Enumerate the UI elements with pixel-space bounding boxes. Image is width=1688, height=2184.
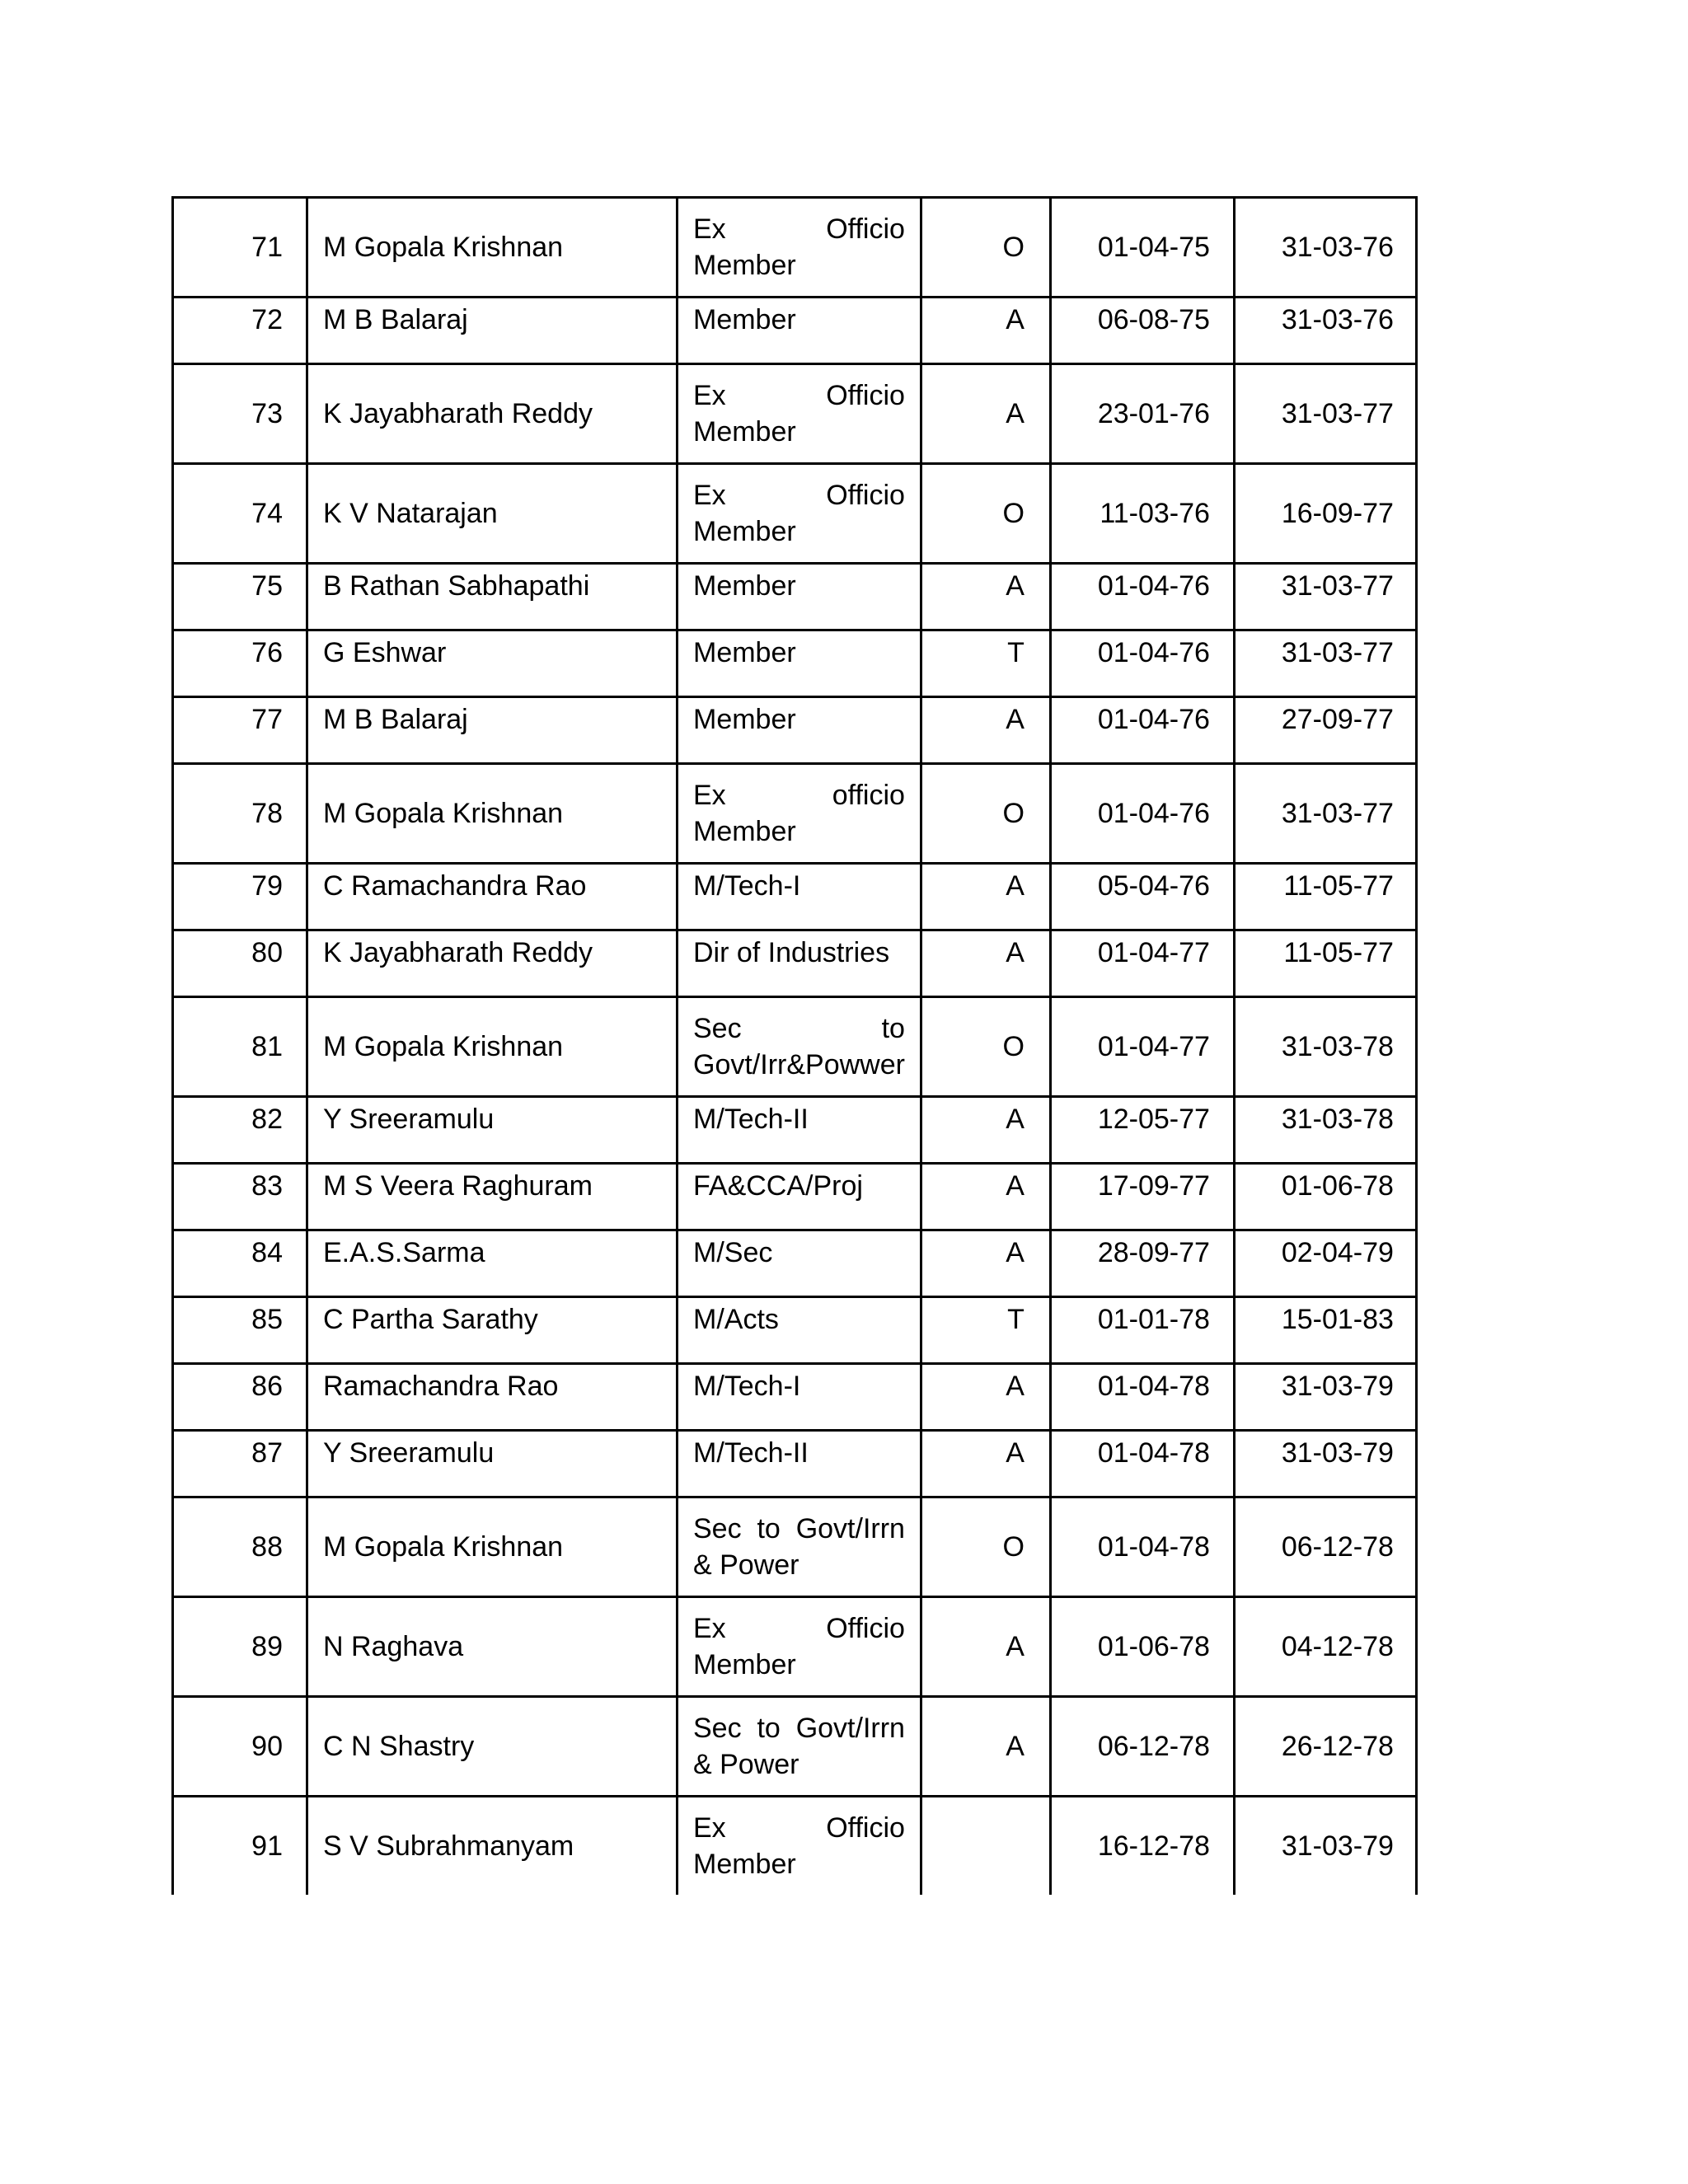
table-row <box>173 364 1417 464</box>
category-cell: A <box>921 1164 1050 1230</box>
designation-cell <box>678 1230 921 1297</box>
to-date-cell: 01-06-78 <box>1234 1164 1416 1230</box>
designation-line: Ex Officio <box>693 1613 905 1644</box>
name-cell: M B Balaraj <box>307 298 678 364</box>
designation-cell <box>678 930 921 997</box>
name-cell: Ramachandra Rao <box>307 1364 678 1431</box>
designation-cell <box>678 1431 921 1497</box>
to-date-cell: 31-03-77 <box>1234 364 1416 464</box>
to-date-cell: 31-03-76 <box>1234 198 1416 298</box>
to-date-cell: 11-05-77 <box>1234 864 1416 930</box>
to-date-cell: 31-03-77 <box>1234 630 1416 697</box>
table-row <box>173 1164 1417 1230</box>
to-date-cell: 31-03-79 <box>1234 1364 1416 1431</box>
serial-number-cell: 83 <box>173 1164 307 1230</box>
designation-cell <box>678 630 921 697</box>
name-cell: M Gopala Krishnan <box>307 198 678 298</box>
name-cell: K Jayabharath Reddy <box>307 930 678 997</box>
name-cell: M Gopala Krishnan <box>307 764 678 864</box>
category-cell: A <box>921 1697 1050 1797</box>
table-row <box>173 930 1417 997</box>
serial-number-cell: 81 <box>173 997 307 1097</box>
from-date-cell: 01-01-78 <box>1050 1297 1234 1364</box>
category-cell: T <box>921 1297 1050 1364</box>
table-row <box>173 1497 1417 1597</box>
to-date-cell: 16-09-77 <box>1234 464 1416 564</box>
from-date-cell: 12-05-77 <box>1050 1097 1234 1164</box>
name-cell: S V Subrahmanyam <box>307 1797 678 1896</box>
name-cell: M S Veera Raghuram <box>307 1164 678 1230</box>
table-row <box>173 1597 1417 1697</box>
name-cell: G Eshwar <box>307 630 678 697</box>
to-date-cell: 04-12-78 <box>1234 1597 1416 1697</box>
from-date-cell: 01-04-75 <box>1050 198 1234 298</box>
designation-line: Sec to Govt/Irrn <box>693 1713 905 1744</box>
table-row <box>173 564 1417 630</box>
serial-number-cell: 71 <box>173 198 307 298</box>
from-date-cell: 01-04-76 <box>1050 564 1234 630</box>
designation-line: Member <box>693 516 796 547</box>
table-row <box>173 1297 1417 1364</box>
name-cell: C Ramachandra Rao <box>307 864 678 930</box>
table-row <box>173 997 1417 1097</box>
table-row <box>173 1431 1417 1497</box>
serial-number-cell: 90 <box>173 1697 307 1797</box>
from-date-cell: 01-06-78 <box>1050 1597 1234 1697</box>
to-date-cell: 31-03-76 <box>1234 298 1416 364</box>
name-cell: M Gopala Krishnan <box>307 1497 678 1597</box>
to-date-cell: 15-01-83 <box>1234 1297 1416 1364</box>
serial-number-cell: 80 <box>173 930 307 997</box>
table-row <box>173 697 1417 764</box>
serial-number-cell: 73 <box>173 364 307 464</box>
category-cell: A <box>921 364 1050 464</box>
from-date-cell: 01-04-76 <box>1050 764 1234 864</box>
designation-line: M/Tech-II <box>693 1104 809 1135</box>
category-cell: T <box>921 630 1050 697</box>
from-date-cell: 17-09-77 <box>1050 1164 1234 1230</box>
designation-cell <box>678 1497 921 1597</box>
name-cell: K Jayabharath Reddy <box>307 364 678 464</box>
designation-line: Ex Officio <box>693 213 905 245</box>
name-cell: B Rathan Sabhapathi <box>307 564 678 630</box>
designation-line: & Power <box>693 1749 799 1780</box>
category-cell: A <box>921 1597 1050 1697</box>
category-cell: O <box>921 1497 1050 1597</box>
designation-cell <box>678 764 921 864</box>
designation-cell <box>678 1164 921 1230</box>
to-date-cell: 31-03-79 <box>1234 1797 1416 1896</box>
designation-line: M/Tech-I <box>693 870 801 902</box>
designation-line: Sec to Govt/Irrn <box>693 1513 905 1544</box>
designation-line: M/Sec <box>693 1237 773 1268</box>
designation-line: Member <box>693 570 796 602</box>
to-date-cell: 02-04-79 <box>1234 1230 1416 1297</box>
name-cell: C Partha Sarathy <box>307 1297 678 1364</box>
table-row <box>173 630 1417 697</box>
designation-cell <box>678 464 921 564</box>
to-date-cell: 31-03-77 <box>1234 564 1416 630</box>
serial-number-cell: 89 <box>173 1597 307 1697</box>
from-date-cell: 01-04-78 <box>1050 1431 1234 1497</box>
designation-line: Dir of Industries <box>693 937 890 968</box>
to-date-cell: 31-03-78 <box>1234 997 1416 1097</box>
designation-line: M/Tech-I <box>693 1371 801 1402</box>
to-date-cell: 11-05-77 <box>1234 930 1416 997</box>
from-date-cell: 06-12-78 <box>1050 1697 1234 1797</box>
to-date-cell: 06-12-78 <box>1234 1497 1416 1597</box>
designation-line: M/Acts <box>693 1304 779 1335</box>
designation-line: Ex Officio <box>693 1812 905 1844</box>
category-cell: A <box>921 1431 1050 1497</box>
members-table-body <box>173 198 1417 1896</box>
from-date-cell: 11-03-76 <box>1050 464 1234 564</box>
table-row <box>173 864 1417 930</box>
table-row <box>173 198 1417 298</box>
table-row <box>173 298 1417 364</box>
designation-line: Ex Officio <box>693 380 905 411</box>
designation-line: Govt/Irr&Powwer <box>693 1049 905 1080</box>
designation-line: Member <box>693 816 796 847</box>
category-cell: A <box>921 1097 1050 1164</box>
table-row <box>173 1364 1417 1431</box>
designation-line: Sec to <box>693 1013 905 1044</box>
designation-line: Member <box>693 637 796 668</box>
name-cell: E.A.S.Sarma <box>307 1230 678 1297</box>
serial-number-cell: 86 <box>173 1364 307 1431</box>
designation-line: Member <box>693 704 796 735</box>
category-cell: A <box>921 564 1050 630</box>
to-date-cell: 31-03-79 <box>1234 1431 1416 1497</box>
serial-number-cell: 78 <box>173 764 307 864</box>
serial-number-cell: 82 <box>173 1097 307 1164</box>
serial-number-cell: 77 <box>173 697 307 764</box>
designation-cell <box>678 697 921 764</box>
category-cell: O <box>921 198 1050 298</box>
to-date-cell: 31-03-78 <box>1234 1097 1416 1164</box>
designation-cell <box>678 864 921 930</box>
name-cell: N Raghava <box>307 1597 678 1697</box>
serial-number-cell: 91 <box>173 1797 307 1896</box>
from-date-cell: 23-01-76 <box>1050 364 1234 464</box>
name-cell: M Gopala Krishnan <box>307 997 678 1097</box>
category-cell: A <box>921 1230 1050 1297</box>
from-date-cell: 06-08-75 <box>1050 298 1234 364</box>
category-cell: O <box>921 464 1050 564</box>
table-row <box>173 1797 1417 1896</box>
designation-cell <box>678 997 921 1097</box>
serial-number-cell: 74 <box>173 464 307 564</box>
designation-line: Ex Officio <box>693 480 905 511</box>
members-table <box>171 196 1418 1895</box>
name-cell: M B Balaraj <box>307 697 678 764</box>
designation-line: Ex officio <box>693 780 905 811</box>
from-date-cell: 01-04-77 <box>1050 997 1234 1097</box>
designation-cell <box>678 564 921 630</box>
designation-line: Member <box>693 250 796 281</box>
designation-cell <box>678 1797 921 1896</box>
name-cell: Y Sreeramulu <box>307 1097 678 1164</box>
from-date-cell: 01-04-78 <box>1050 1497 1234 1597</box>
designation-cell <box>678 298 921 364</box>
from-date-cell: 28-09-77 <box>1050 1230 1234 1297</box>
category-cell: A <box>921 298 1050 364</box>
name-cell: Y Sreeramulu <box>307 1431 678 1497</box>
table-row <box>173 1697 1417 1797</box>
designation-line: Member <box>693 1649 796 1680</box>
category-cell: A <box>921 864 1050 930</box>
category-cell: A <box>921 930 1050 997</box>
from-date-cell: 01-04-77 <box>1050 930 1234 997</box>
serial-number-cell: 85 <box>173 1297 307 1364</box>
designation-cell <box>678 1697 921 1797</box>
serial-number-cell: 79 <box>173 864 307 930</box>
designation-cell <box>678 1297 921 1364</box>
from-date-cell: 05-04-76 <box>1050 864 1234 930</box>
designation-line: M/Tech-II <box>693 1437 809 1469</box>
serial-number-cell: 75 <box>173 564 307 630</box>
designation-cell <box>678 198 921 298</box>
category-cell: A <box>921 1364 1050 1431</box>
designation-cell <box>678 1364 921 1431</box>
designation-cell <box>678 1097 921 1164</box>
serial-number-cell: 84 <box>173 1230 307 1297</box>
table-row <box>173 1097 1417 1164</box>
name-cell: C N Shastry <box>307 1697 678 1797</box>
name-cell: K V Natarajan <box>307 464 678 564</box>
category-cell: A <box>921 697 1050 764</box>
from-date-cell: 16-12-78 <box>1050 1797 1234 1896</box>
serial-number-cell: 72 <box>173 298 307 364</box>
designation-line: & Power <box>693 1549 799 1581</box>
serial-number-cell: 76 <box>173 630 307 697</box>
designation-line: FA&CCA/Proj <box>693 1170 863 1202</box>
category-cell <box>921 1797 1050 1896</box>
to-date-cell: 27-09-77 <box>1234 697 1416 764</box>
from-date-cell: 01-04-76 <box>1050 697 1234 764</box>
table-row <box>173 464 1417 564</box>
to-date-cell: 26-12-78 <box>1234 1697 1416 1797</box>
table-row <box>173 1230 1417 1297</box>
from-date-cell: 01-04-76 <box>1050 630 1234 697</box>
designation-cell <box>678 1597 921 1697</box>
from-date-cell: 01-04-78 <box>1050 1364 1234 1431</box>
category-cell: O <box>921 764 1050 864</box>
serial-number-cell: 87 <box>173 1431 307 1497</box>
designation-line: Member <box>693 416 796 448</box>
designation-line: Member <box>693 304 796 335</box>
serial-number-cell: 88 <box>173 1497 307 1597</box>
designation-cell <box>678 364 921 464</box>
table-row <box>173 764 1417 864</box>
category-cell: O <box>921 997 1050 1097</box>
designation-line: Member <box>693 1849 796 1880</box>
to-date-cell: 31-03-77 <box>1234 764 1416 864</box>
